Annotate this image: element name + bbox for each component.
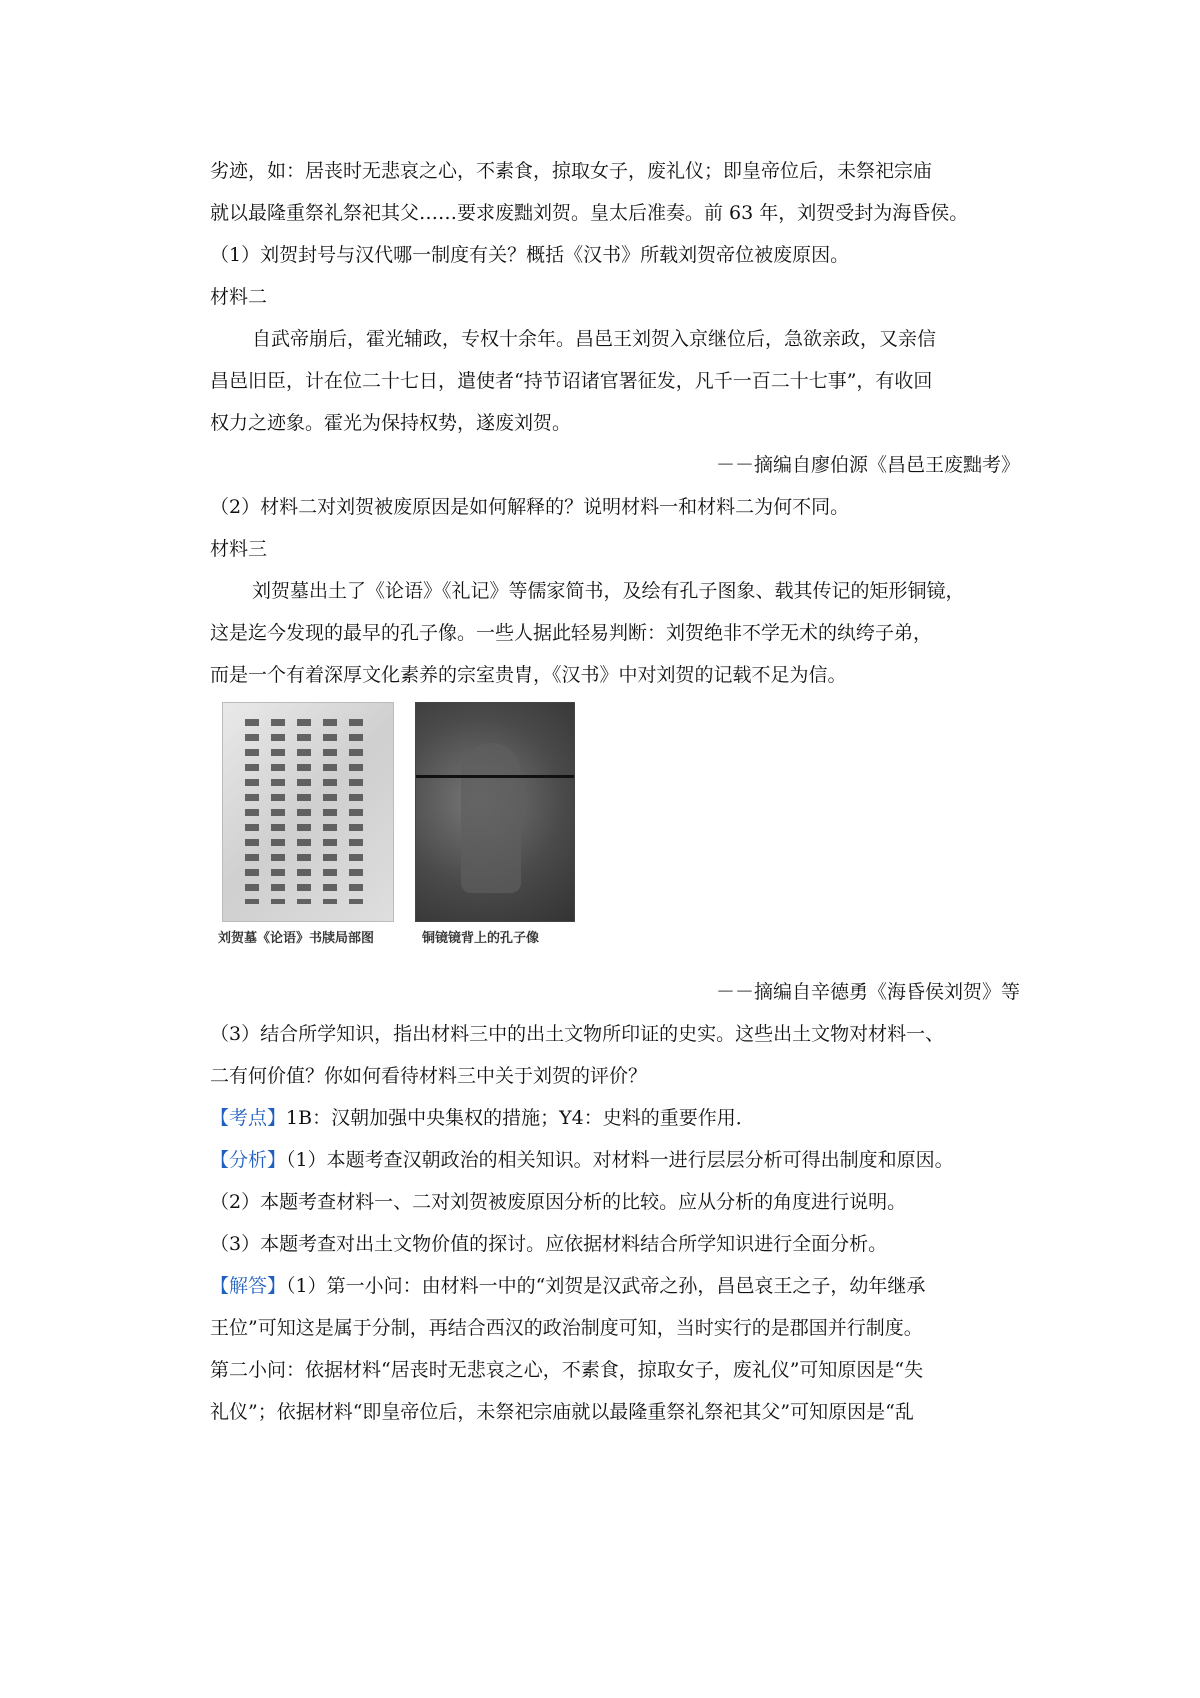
fenxi-text: （1）本题考查汉朝政治的相关知识。对材料一进行层层分析可得出制度和原因。	[286, 1149, 954, 1171]
text-line: （3）本题考查对出土文物价值的探讨。应依据材料结合所学知识进行全面分析。	[210, 1233, 888, 1255]
fenxi-line	[210, 1139, 1020, 1181]
fenxi-tag: 【分析】	[210, 1149, 287, 1171]
text-line: 刘贺墓出土了《论语》《礼记》等儒家简书，及绘有孔子图象、载其传记的矩形铜镜，	[252, 580, 965, 602]
figure-caption: 刘贺墓《论语》书牍局部图	[218, 931, 375, 946]
material-2-heading: 材料二	[210, 286, 268, 308]
text-line: （2）本题考查材料一、二对刘贺被废原因分析的比较。应从分析的角度进行说明。	[210, 1191, 907, 1213]
text-line: 自武帝崩后，霍光辅政，专权十余年。昌邑王刘贺入京继位后，急欲亲政，又亲信	[252, 328, 937, 350]
text-line: 就以最隆重祭礼祭祀其父……要求废黜刘贺。皇太后准奏。前 63 年，刘贺受封为海昏侯。	[210, 202, 969, 224]
text-line: 第二小问：依据材料“居丧时无悲哀之心，不素食，掠取女子，废礼仪”可知原因是“失	[210, 1359, 924, 1381]
jieda-line	[210, 1265, 1020, 1307]
text-line: 昌邑旧臣，计在位二十七日，遣使者“持节诏诸官署征发，凡千一百二十七事”，有收回	[210, 370, 933, 392]
text-line: 这是迄今发现的最早的孔子像。一些人据此轻易判断：刘贺绝非不学无术的纨绔子弟，	[210, 622, 933, 644]
text-line: 二有何价值？你如何看待材料三中关于刘贺的评价？	[210, 1065, 648, 1087]
text-line: 权力之迹象。霍光为保持权势，遂废刘贺。	[210, 412, 572, 434]
document-page	[210, 150, 1020, 1433]
text-line: 王位”可知这是属于分制，再结合西汉的政治制度可知，当时实行的是郡国并行制度。	[210, 1317, 923, 1339]
artifact-figure	[210, 702, 1020, 967]
source-citation: －－摘编自辛德勇《海昏侯刘贺》等	[715, 981, 1020, 1003]
kaodian-text: 1B：汉朝加强中央集权的措施；Y4：史料的重要作用．	[286, 1107, 755, 1129]
kaodian-line	[210, 1097, 1020, 1139]
material-3-heading: 材料三	[210, 538, 268, 560]
bronze-mirror-photo	[415, 702, 575, 922]
question-3: （3）结合所学知识，指出材料三中的出土文物所印证的史实。这些出土文物对材料一、	[210, 1023, 945, 1045]
figure-caption: 铜镜镜背上的孔子像	[422, 931, 540, 946]
question-1: （1）刘贺封号与汉代哪一制度有关？概括《汉书》所载刘贺帝位被废原因。	[210, 244, 850, 266]
jieda-tag: 【解答】	[210, 1275, 287, 1297]
jieda-text: （1）第一小问：由材料一中的“刘贺是汉武帝之孙，昌邑哀王之子，幼年继承	[286, 1275, 926, 1297]
bamboo-slip-photo	[222, 702, 394, 922]
text-line: 礼仪”；依据材料“即皇帝位后，未祭祀宗庙就以最隆重祭礼祭祀其父”可知原因是“乱	[210, 1401, 914, 1423]
question-2: （2）材料二对刘贺被废原因是如何解释的？说明材料一和材料二为何不同。	[210, 496, 850, 518]
kaodian-tag: 【考点】	[210, 1107, 287, 1129]
text-line: 而是一个有着深厚文化素养的宗室贵胄，《汉书》中对刘贺的记载不足为信。	[210, 664, 847, 686]
text-line: 劣迹，如：居丧时无悲哀之心，不素食，掠取女子，废礼仪；即皇帝位后，未祭祀宗庙	[210, 160, 933, 182]
source-citation: －－摘编自廖伯源《昌邑王废黜考》	[715, 454, 1020, 476]
